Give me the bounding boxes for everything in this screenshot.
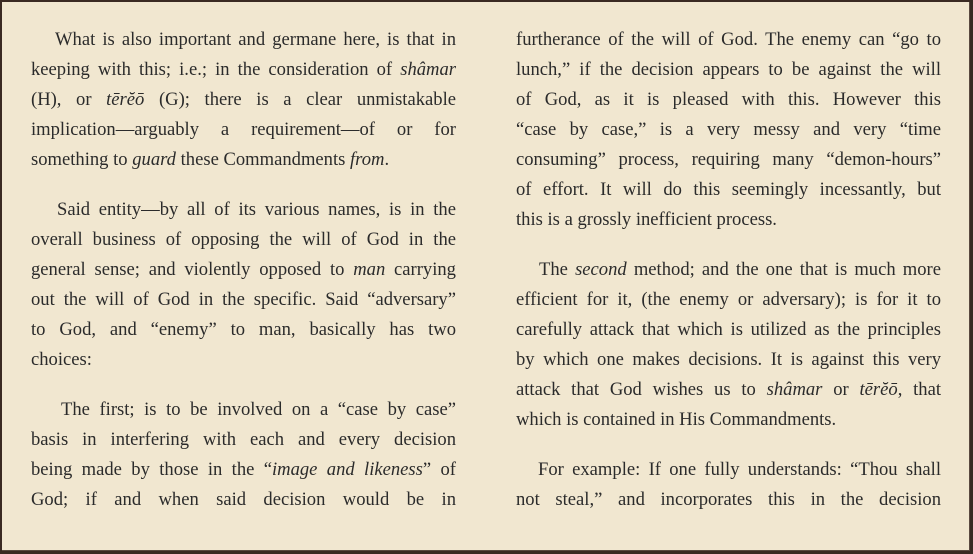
text-line: Said entity—by all of its various names, is in the <box>57 199 456 220</box>
text-line: consuming” process, requiring many “demon-hours” <box>516 149 941 170</box>
paragraph-2 <box>31 195 456 375</box>
paragraph-6 <box>516 455 941 515</box>
paragraph-5 <box>516 255 941 435</box>
text-line: carefully attack that which is utilized as the principles <box>516 319 941 340</box>
text-line: implication—arguably a requirement—of or for <box>31 119 456 140</box>
text-line: to God, and “enemy” to man, basically has two <box>31 319 456 340</box>
italic-term: guard <box>132 149 176 170</box>
text-line: choices: <box>31 349 92 370</box>
italic-term: second <box>575 259 627 280</box>
text-line: overall business of opposing the will of God in the <box>31 229 456 250</box>
paragraph-3 <box>31 395 456 515</box>
paragraph-4 <box>516 25 941 235</box>
text-line: efficient for it, (the enemy or adversary); is for it to <box>516 289 941 310</box>
text-line: attack that God wishes us to shâmar or tērĕō, that <box>516 379 941 400</box>
italic-term: tērĕō <box>106 89 145 110</box>
text-line: keeping with this; i.e.; in the consideration of shâmar <box>31 59 456 80</box>
text-line: of effort. It will do this seemingly incessantly, but <box>516 179 941 200</box>
text-line: by which one makes decisions. It is against this very <box>516 349 941 370</box>
text-line: What is also important and germane here, is that in <box>55 29 456 50</box>
text-line: “case by case,” is a very messy and very “time <box>516 119 941 140</box>
italic-term: from <box>350 149 385 170</box>
text-line: of God, as it is pleased with this. However this <box>516 89 941 110</box>
text-line: something to guard these Commandments from. <box>31 149 390 170</box>
document-page <box>2 2 970 551</box>
italic-term: man <box>353 259 386 280</box>
right-column <box>516 25 941 515</box>
text-line: general sense; and violently opposed to man carrying <box>31 259 456 280</box>
text-line: out the will of God in the specific. Said “adversary” <box>31 289 456 310</box>
italic-term: image and likeness <box>271 459 423 480</box>
text-line: The second method; and the one that is much more <box>539 259 941 280</box>
italic-term: tērĕō <box>859 379 898 400</box>
italic-term: shâmar <box>400 59 456 80</box>
text-line: basis in interfering with each and every decision <box>31 429 456 450</box>
text-line: which is contained in His Commandments. <box>516 409 837 430</box>
italic-term: shâmar <box>766 379 823 400</box>
text-line: being made by those in the “image and likeness” of <box>31 459 456 480</box>
text-line: this is a grossly inefficient process. <box>516 209 777 230</box>
text-line: furtherance of the will of God. The enemy can “go to <box>516 29 941 50</box>
paragraph-1 <box>31 25 456 175</box>
left-column <box>31 25 456 515</box>
text-line: (H), or tērĕō (G); there is a clear unmistakable <box>31 89 456 110</box>
text-line: The first; is to be involved on a “case by case” <box>61 399 456 420</box>
text-line: For example: If one fully understands: “Thou shall <box>538 459 941 480</box>
text-line: not steal,” and incorporates this in the decision <box>516 489 941 510</box>
text-line: lunch,” if the decision appears to be against the will <box>516 59 941 80</box>
text-line: God; if and when said decision would be in <box>31 489 456 510</box>
